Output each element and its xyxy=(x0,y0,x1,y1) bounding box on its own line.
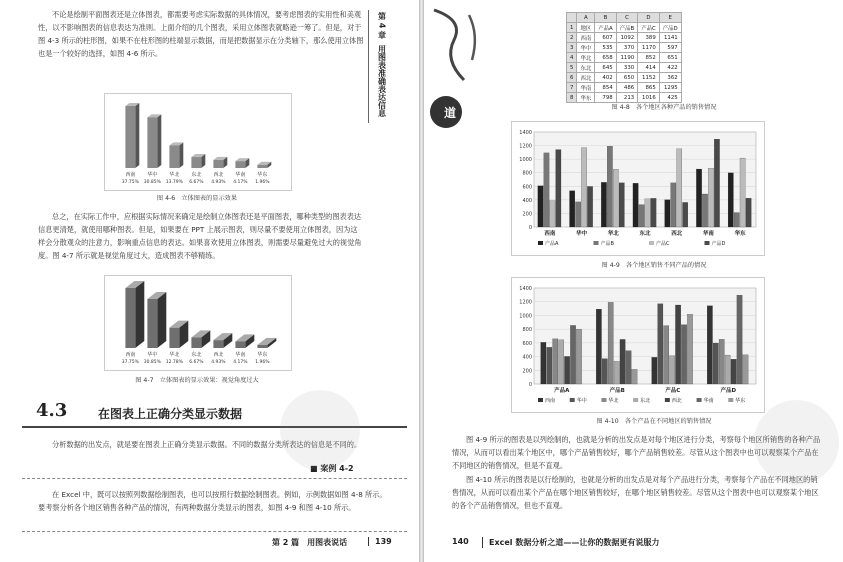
sheet-cell: 3 xyxy=(567,43,577,53)
bar xyxy=(632,369,637,384)
y-tick-label: 1200 xyxy=(519,143,532,150)
sheet-cell: 650 xyxy=(616,73,637,83)
bar xyxy=(626,351,631,384)
sheet-cell: 658 xyxy=(595,53,616,63)
bar xyxy=(658,304,663,384)
right-paragraph-2: 图 4-10 所示的图表是以行绘制的，也就是分析的出发点是对每个产品进行分类，考察每个产品在不同地区的销售情况，从而可以看出某个产品在哪个地区销售较好，在哪个地区销售较差。尽管从这个图表中也可以观察某个地区的各个产品销售情况，但也不直观。 xyxy=(452,475,819,510)
bar xyxy=(553,339,558,384)
bar xyxy=(737,295,742,384)
fig-4-10-chart xyxy=(512,278,764,412)
bar-side xyxy=(179,142,183,168)
bar xyxy=(614,361,619,384)
bar xyxy=(169,328,179,348)
bar xyxy=(169,145,179,168)
sheet-cell: 8 xyxy=(567,93,577,103)
bar xyxy=(575,202,580,227)
bar xyxy=(125,288,135,348)
bar xyxy=(714,139,719,227)
y-tick-label: 1400 xyxy=(519,130,532,136)
sheet-cell: 1016 xyxy=(638,93,660,103)
bar xyxy=(191,157,201,168)
bar xyxy=(652,357,657,384)
category-label: 华南 xyxy=(235,172,246,178)
bar xyxy=(541,342,546,384)
section-number: 4.3 xyxy=(36,400,68,421)
y-tick-label: 600 xyxy=(522,340,532,347)
sheet-cell: 535 xyxy=(595,43,616,53)
bar xyxy=(681,325,686,384)
legend-swatch xyxy=(665,398,670,402)
fig-4-8-caption: 图 4-8 各个地区各种产品的销售情况 xyxy=(611,104,717,111)
sheet-cell: C xyxy=(616,13,637,23)
legend-swatch xyxy=(570,398,575,402)
category-label: 东北 xyxy=(191,352,202,358)
sheet-cell: 330 xyxy=(616,63,637,73)
sheet-cell: 370 xyxy=(616,43,637,53)
legend-swatch xyxy=(705,241,710,245)
figure-4-7 xyxy=(104,275,292,371)
data-label: 37.75% xyxy=(121,180,139,185)
bar xyxy=(675,305,680,384)
bar xyxy=(708,168,713,227)
bar xyxy=(740,158,745,227)
bar xyxy=(558,340,563,384)
y-tick-label: 200 xyxy=(522,368,532,375)
bar xyxy=(125,106,135,168)
fig-4-10-caption: 图 4-10 各个产品在不同地区的销售情况 xyxy=(596,418,712,425)
category-label: 西北 xyxy=(213,352,224,358)
legend-swatch xyxy=(633,398,638,402)
bar xyxy=(619,183,624,227)
category-label: 华东 xyxy=(257,172,268,178)
category-label: 华东 xyxy=(734,231,746,237)
data-label: 12.78% xyxy=(165,360,183,365)
bar xyxy=(639,205,644,227)
bar xyxy=(731,359,736,384)
y-tick-label: 1400 xyxy=(519,286,532,292)
bar xyxy=(602,359,607,384)
legend-label: 产品B xyxy=(600,241,614,247)
legend-swatch xyxy=(538,398,543,402)
category-label: 西南 xyxy=(125,172,136,178)
y-tick-label: 0 xyxy=(528,225,532,231)
y-tick-label: 1000 xyxy=(519,313,532,320)
sheet-cell: 1295 xyxy=(659,83,681,93)
category-label: 华北 xyxy=(169,172,180,178)
bar xyxy=(147,117,157,168)
paragraph-3: 分析数据的出发点，就是要在图表上正确分类显示数据。不同的数据分类所表达的信息是不同的。 xyxy=(52,440,362,449)
sheet-cell: 852 xyxy=(638,53,660,63)
sheet-cell: 产品D xyxy=(659,23,681,33)
sheet-cell: 7 xyxy=(567,83,577,93)
section-title: 在图表上正确分类显示数据 xyxy=(98,407,243,421)
bar xyxy=(576,329,581,384)
category-label: 西南 xyxy=(125,352,136,358)
category-label: 东北 xyxy=(191,172,202,178)
bar xyxy=(696,169,701,227)
right-page-number: 140 xyxy=(452,537,469,546)
spreadsheet-fig-4-8 xyxy=(566,12,682,103)
bar-side xyxy=(157,292,166,348)
bar xyxy=(687,314,692,384)
bar xyxy=(587,186,592,227)
bar xyxy=(725,355,730,384)
legend-label: 西北 xyxy=(671,398,682,404)
bar xyxy=(235,341,245,348)
sheet-cell: A xyxy=(577,13,595,23)
category-label: 华中 xyxy=(147,352,158,358)
bar xyxy=(570,325,575,384)
bar xyxy=(671,183,676,227)
sheet-data-row xyxy=(567,83,682,93)
sheet-cell: 华东 xyxy=(577,93,595,103)
bar xyxy=(257,345,267,348)
y-tick-label: 0 xyxy=(528,382,532,388)
category-label: 华北 xyxy=(607,231,619,237)
category-label: 西南 xyxy=(544,231,556,237)
y-tick-label: 200 xyxy=(522,211,532,218)
sheet-cell: 486 xyxy=(616,83,637,93)
ink-calligraphy-logo xyxy=(424,0,494,130)
bar xyxy=(257,165,267,168)
sheet-cell: 6 xyxy=(567,73,577,83)
watermark-seal xyxy=(280,390,360,470)
bar xyxy=(613,169,618,227)
svg-text:道: 道 xyxy=(443,106,457,120)
sheet-cell: 362 xyxy=(659,73,681,83)
chapter-tab xyxy=(368,10,395,123)
legend-label: 产品D xyxy=(711,241,726,247)
fig-4-7-caption: 图 4-7 立体图表的显示效果：视觉角度过大 xyxy=(135,377,259,384)
sheet-cell: 607 xyxy=(595,33,616,43)
sheet-cell: 华南 xyxy=(577,83,595,93)
sheet-cell: 2 xyxy=(567,33,577,43)
sheet-column-letters xyxy=(567,13,682,23)
category-label: 华中 xyxy=(147,172,158,178)
bar xyxy=(669,356,674,384)
sheet-cell: 422 xyxy=(659,63,681,73)
sheet-cell: 5 xyxy=(567,63,577,73)
sheet-cell: 产品A xyxy=(595,23,616,33)
case-label: ■ 案例 4-2 xyxy=(310,464,354,473)
data-label: 4.17% xyxy=(233,180,248,185)
legend-swatch xyxy=(697,398,702,402)
sheet-cell: 1 xyxy=(567,23,577,33)
legend-swatch xyxy=(728,398,733,402)
bar-side xyxy=(135,103,139,168)
legend-label: 西南 xyxy=(545,398,556,404)
bar xyxy=(728,173,733,227)
sheet-cell: 华北 xyxy=(577,53,595,63)
data-label: 1.96% xyxy=(255,360,270,365)
bar xyxy=(547,347,552,384)
sheet-cell: 产品B xyxy=(616,23,637,33)
data-label: 13.79% xyxy=(165,180,183,185)
right-footer-title: Excel 数据分析之道——让你的数据更有说服力 xyxy=(482,537,659,548)
bar xyxy=(683,202,688,227)
category-label: 产品C xyxy=(665,388,681,394)
sheet-cell: 4 xyxy=(567,53,577,63)
sheet-cell xyxy=(567,13,577,23)
bar xyxy=(707,306,712,384)
sheet-cell: 389 xyxy=(638,33,660,43)
bar xyxy=(746,198,751,227)
fig-4-6-chart xyxy=(105,94,291,190)
bar-side xyxy=(157,114,161,168)
category-label: 产品B xyxy=(609,388,625,394)
sheet-cell: 597 xyxy=(659,43,681,53)
right-paragraph-1: 图 4-9 所示的图表是以列绘制的，也就是分析的出发点是对每个地区进行分类，考察每个地区所销售的各种产品情况，从而可以看出某个地区中，哪个产品销售较好，哪个产品销售较差。尽管从这个图表中也可以观察某个产品在不同地区的销售情况，但是不直观。 xyxy=(452,435,821,470)
sheet-cell: 414 xyxy=(638,63,660,73)
bar xyxy=(633,183,638,227)
sheet-cell: 地区 xyxy=(577,23,595,33)
data-label: 1.96% xyxy=(255,180,270,185)
y-tick-label: 1200 xyxy=(519,299,532,306)
category-label: 华北 xyxy=(169,352,180,358)
chapter-number: 第 4 章 xyxy=(377,12,387,40)
category-label: 华东 xyxy=(257,352,268,358)
category-label: 产品D xyxy=(720,388,737,394)
legend-label: 产品C xyxy=(656,241,670,247)
sheet-data-row xyxy=(567,43,682,53)
bar xyxy=(620,339,625,384)
bar xyxy=(235,161,245,168)
bar xyxy=(645,199,650,227)
sheet-cell: 645 xyxy=(595,63,616,73)
data-label: 6.67% xyxy=(189,360,204,365)
fig-4-7-chart xyxy=(105,276,291,370)
bar xyxy=(213,340,223,348)
bar xyxy=(719,339,724,384)
sheet-cell: 1152 xyxy=(638,73,660,83)
sheet-cell: 402 xyxy=(595,73,616,83)
bar xyxy=(191,337,201,348)
data-label: 4.17% xyxy=(233,360,248,365)
sheet-cell: 西北 xyxy=(577,73,595,83)
figure-4-6 xyxy=(104,93,292,191)
legend-swatch xyxy=(594,241,599,245)
bar xyxy=(651,198,656,227)
footer-part: 第 2 篇 用图表说话 xyxy=(272,538,348,547)
bar xyxy=(665,200,670,227)
bar-side xyxy=(135,281,144,348)
legend-label: 东北 xyxy=(640,398,651,404)
sheet-cell: 1170 xyxy=(638,43,660,53)
sheet-cell: 854 xyxy=(595,83,616,93)
legend-label: 华东 xyxy=(735,398,746,404)
sheet-header-row xyxy=(567,23,682,33)
fig-4-9-chart xyxy=(512,122,764,255)
bar xyxy=(213,160,223,168)
sheet-cell: 865 xyxy=(638,83,660,93)
sheet-cell: 东北 xyxy=(577,63,595,73)
bar xyxy=(564,356,569,384)
category-label: 华南 xyxy=(235,352,246,358)
sheet-cell: 西南 xyxy=(577,33,595,43)
sheet-data-row xyxy=(567,33,682,43)
fig-4-6-caption: 图 4-6 立体图表的显示效果 xyxy=(156,195,238,202)
sheet-cell: 1092 xyxy=(616,33,637,43)
figure-4-10 xyxy=(511,277,765,413)
paragraph-2: 总之，在实际工作中，应根据实际情况来确定是绘制立体图表还是平面图表，哪种类型的图表表达信息更清楚，就使用哪种图表。但是，如果要在 PPT 上展示图表，则尽量不要使用立体图表，因为这样会分散观众的注意力，影响重点信息的表达。如果喜欢使用立体图表，则需要尽量避免过大的视觉角度。图 4-7 所示就是视觉角度过大，造成图表不够精练。 xyxy=(38,212,362,260)
bar xyxy=(607,146,612,227)
sheet-cell: 华中 xyxy=(577,43,595,53)
bar xyxy=(702,194,707,227)
category-label: 东北 xyxy=(639,231,651,237)
data-label: 30.85% xyxy=(143,180,161,185)
y-tick-label: 400 xyxy=(522,354,532,361)
sheet-cell: 1190 xyxy=(616,53,637,63)
left-page xyxy=(0,0,419,562)
sheet-data-row xyxy=(567,73,682,83)
legend-swatch xyxy=(601,398,606,402)
sheet-cell: 产品C xyxy=(638,23,660,33)
bar xyxy=(713,343,718,384)
sheet-cell: 798 xyxy=(595,93,616,103)
y-tick-label: 1000 xyxy=(519,157,532,164)
legend-label: 华中 xyxy=(576,398,587,404)
legend-swatch xyxy=(538,241,543,245)
paragraph-1: 不论是绘制平面图表还是立体图表，都需要考虑实际数据的具体情况，要考虑图表的实用性和美观性，以不影响图表的信息表达为准则。上面介绍的几个图表，采用立体图表就略逊一筹了。但是，对于图 4-3 所示的柱形图，如果不在柱形图的柱端显示数据，而是把数据显示在分类轴下，那么使用立体图也是一个较好的选择，如图 4-6 所示。 xyxy=(38,10,364,58)
watermark-seal-right xyxy=(754,400,839,485)
bar xyxy=(550,201,555,227)
figure-4-9 xyxy=(511,121,765,256)
data-label: 4.93% xyxy=(211,180,226,185)
sheet-data-row xyxy=(567,93,682,103)
bar xyxy=(664,326,669,384)
legend-swatch xyxy=(649,241,654,245)
data-label: 37.75% xyxy=(121,360,139,365)
category-label: 华中 xyxy=(576,231,588,237)
chapter-title: 用图表准确表达信息 xyxy=(377,45,387,118)
bar xyxy=(581,148,586,227)
legend-label: 华南 xyxy=(703,398,714,404)
sheet-data-row xyxy=(567,63,682,73)
bar xyxy=(608,302,613,384)
sheet-cell: D xyxy=(638,13,660,23)
data-label: 6.67% xyxy=(189,180,204,185)
y-tick-label: 800 xyxy=(522,327,532,334)
bar xyxy=(570,191,575,227)
sheet-cell: 651 xyxy=(659,53,681,63)
sheet-cell: E xyxy=(659,13,681,23)
bar xyxy=(596,309,601,384)
sheet-cell: B xyxy=(595,13,616,23)
bar xyxy=(734,213,739,227)
bar xyxy=(147,299,157,348)
sheet-cell: 213 xyxy=(616,93,637,103)
category-label: 西北 xyxy=(671,231,683,237)
sheet-cell: 425 xyxy=(659,93,681,103)
category-label: 产品A xyxy=(554,388,570,394)
bar xyxy=(601,182,606,227)
y-tick-label: 400 xyxy=(522,197,532,204)
y-tick-label: 800 xyxy=(522,170,532,177)
paragraph-4: 在 Excel 中，既可以按照列数据绘制图表，也可以按照行数据绘制图表。例如，示例数据如图 4-8 所示。要考察分析各个地区销售各种产品的情况，有两种数据分类显示的图表，如图 4-9 和图 4-10 所示。 xyxy=(38,490,387,512)
page-number: 139 xyxy=(368,537,392,546)
dashed-divider xyxy=(22,478,407,479)
category-label: 华南 xyxy=(702,231,714,237)
legend-label: 产品A xyxy=(545,241,559,247)
bar xyxy=(743,355,748,384)
legend-label: 华北 xyxy=(608,398,619,404)
fig-4-9-caption: 图 4-9 各个地区销售不同产品的情况 xyxy=(601,262,707,269)
data-label: 30.85% xyxy=(143,360,161,365)
sheet-cell: 1141 xyxy=(659,33,681,43)
y-tick-label: 600 xyxy=(522,184,532,191)
bar xyxy=(677,149,682,227)
bar xyxy=(538,186,543,227)
category-label: 西北 xyxy=(213,172,224,178)
bar xyxy=(556,150,561,227)
dashed-divider-bottom xyxy=(22,531,407,532)
data-label: 4.93% xyxy=(211,360,226,365)
sheet-data-row xyxy=(567,53,682,63)
bar xyxy=(544,153,549,227)
